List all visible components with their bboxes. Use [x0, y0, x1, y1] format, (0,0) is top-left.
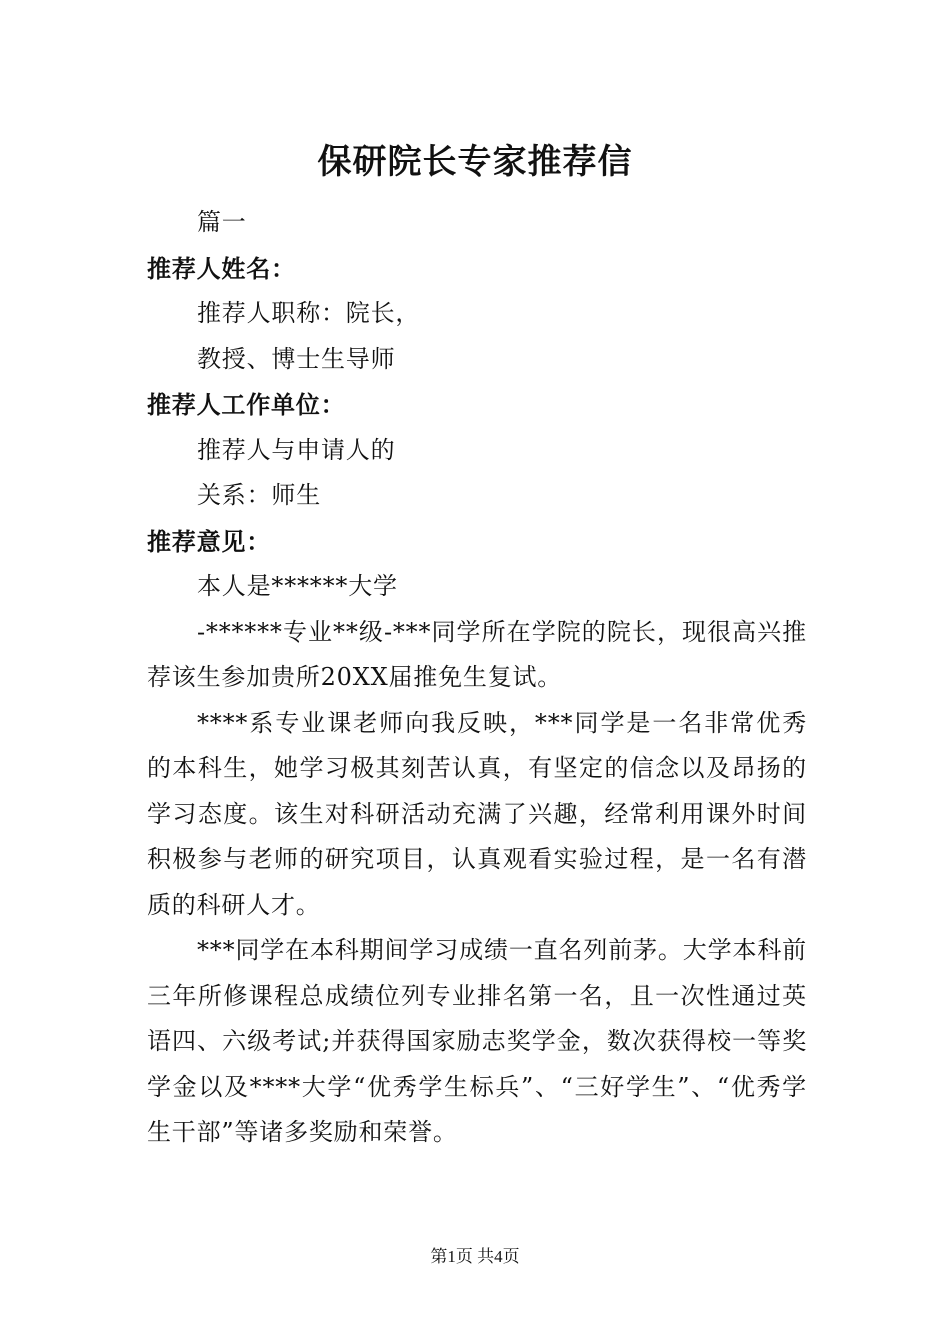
- field-heading-opinion: 推荐意见：: [147, 526, 271, 556]
- opinion-paragraph: ***同学在本科期间学习成绩一直名列前茅。大学本科前三年所修课程总成绩位列专业排名第一名，且一次性通过英语四、六级考试;并获得国家励志奖学金，数次获得校一等奖学金以及****大学“优秀学生标兵”、“三好学生”、“优秀学生干部”等诸多奖励和荣誉。: [147, 936, 807, 1146]
- field-heading-work-unit: 推荐人工作单位：: [147, 390, 346, 419]
- field-heading-recommender-name: 推荐人姓名：: [147, 253, 296, 283]
- field-relationship: 推荐人与申请人的: [197, 435, 396, 464]
- opinion-paragraph: 本人是******大学: [197, 572, 398, 600]
- section-label: 篇一: [197, 208, 247, 236]
- page-footer: 第1页 共4页: [430, 1247, 520, 1266]
- opinion-paragraph: -******专业**级-***同学所在学院的院长，现很高兴推荐该生参加贵所20XX届推免生复试。: [147, 617, 807, 691]
- field-recommender-title-continued: 教授、博士生导师: [197, 344, 396, 373]
- document-body: [147, 200, 807, 1156]
- field-recommender-title: 推荐人职称：院长，: [197, 299, 421, 327]
- field-relationship-continued: 关系：师生: [197, 481, 321, 509]
- document-title: 保研院长专家推荐信: [317, 142, 633, 182]
- opinion-paragraph: ****系专业课老师向我反映，***同学是一名非常优秀的本科生，她学习极其刻苦认真，有坚定的信念以及昂扬的学习态度。该生对科研活动充满了兴趣，经常利用课外时间积极参与老师的研究项目，认真观看实验过程，是一名有潜质的科研人才。: [147, 708, 807, 919]
